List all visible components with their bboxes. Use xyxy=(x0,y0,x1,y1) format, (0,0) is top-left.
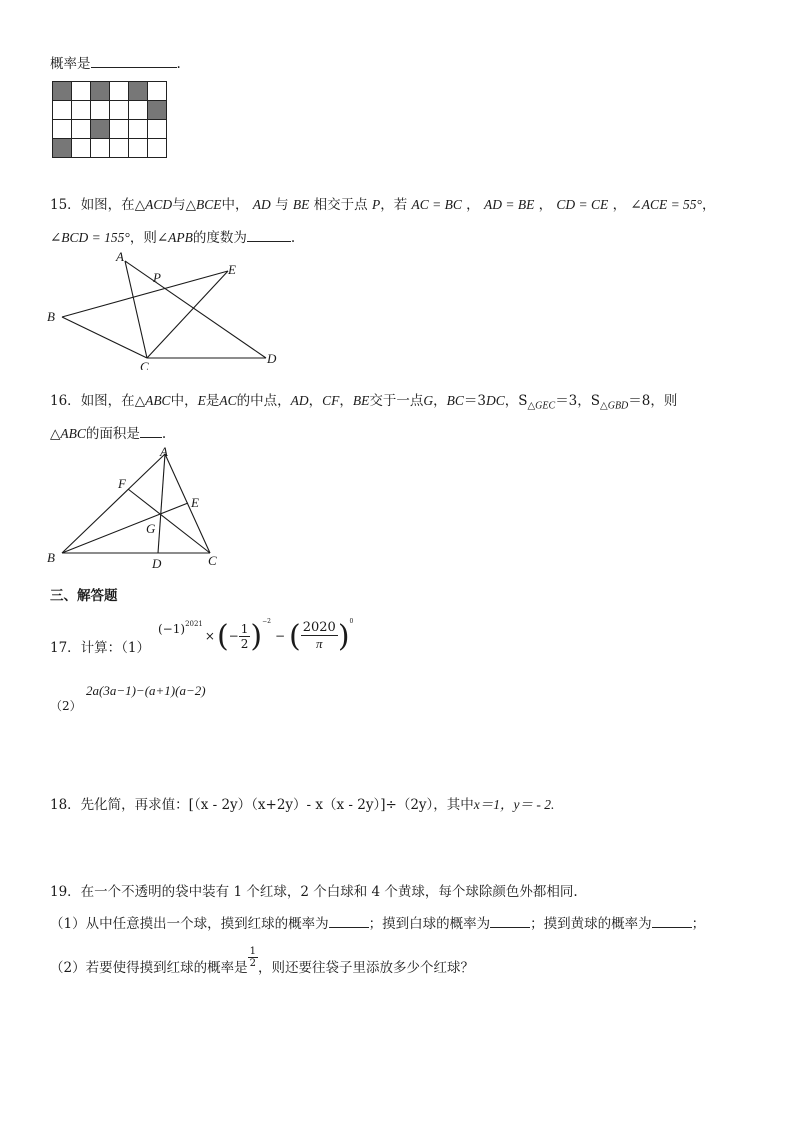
q15-text: 中， xyxy=(221,197,249,213)
minus-sign: − xyxy=(274,629,286,643)
label-a: A xyxy=(160,444,168,459)
grid-row xyxy=(53,139,167,158)
q16-math: △ABC xyxy=(134,393,171,408)
answer-blank xyxy=(652,915,692,928)
q16-text: 交于一点 xyxy=(369,393,424,409)
seg-ac xyxy=(125,261,147,358)
q16-math: DC xyxy=(485,393,505,408)
grid-cell xyxy=(110,82,129,101)
q19-line1: 19．在一个不透明的袋中装有 1 个红球，2 个白球和 4 个黄球，每个球除颜色外都相同. xyxy=(50,884,578,900)
q16-math: G xyxy=(423,393,434,408)
grid-cell xyxy=(72,101,91,120)
fraction-half xyxy=(239,622,251,651)
q16-math: E xyxy=(197,393,206,408)
q16-math: AC xyxy=(219,393,237,408)
grid-cell xyxy=(129,101,148,120)
expr-exponent: 0 xyxy=(349,618,354,625)
grid-cell xyxy=(110,120,129,139)
q15-number: 15． xyxy=(50,197,81,213)
seg-bc xyxy=(62,317,147,358)
frac-num: 1 xyxy=(249,946,256,957)
q15-text: 与 xyxy=(275,197,289,213)
label-e: E xyxy=(228,262,236,277)
section-heading: 三、解答题 xyxy=(50,588,118,604)
q15-math: AC = BC xyxy=(411,197,462,212)
q16-text: ＝3， xyxy=(555,393,591,409)
q16-text: 的中点， xyxy=(236,393,291,409)
q17-part2-label: （2） xyxy=(50,699,82,713)
q15-text: 如图，在 xyxy=(80,197,135,213)
period: . xyxy=(176,56,181,72)
q17-label: 17．计算：（1） xyxy=(50,640,151,656)
q15-math: P xyxy=(371,197,381,212)
q15-figure xyxy=(40,245,300,370)
label-e: E xyxy=(191,495,199,510)
grid-cell-shaded xyxy=(53,82,72,101)
grid-cell xyxy=(148,139,167,158)
q19-text: （2）若要使得摸到红球的概率是 xyxy=(50,960,248,976)
q15-math: BE xyxy=(292,197,310,212)
q15-text: ， xyxy=(612,197,627,213)
q18-text: 18．先化简，再求值：[（x - 2y）（x+2y）- x（x - 2y）]÷（2y），其中 xyxy=(50,797,474,813)
grid-cell xyxy=(148,120,167,139)
paren-close: ) xyxy=(337,618,350,654)
q16-text: 是 xyxy=(205,393,220,409)
label-b: B xyxy=(47,309,55,324)
q15-text: 的度数为 xyxy=(192,230,247,246)
grid-cell xyxy=(72,82,91,101)
q16-subscript: △GEC xyxy=(527,400,556,412)
q15-math: △ACD xyxy=(134,197,173,212)
grid-cell xyxy=(72,139,91,158)
label-a: A xyxy=(116,249,124,264)
q16-text: ， xyxy=(504,393,519,409)
q18-line xyxy=(50,793,554,813)
grid-cell xyxy=(72,120,91,139)
answer-blank xyxy=(490,915,530,928)
q14-tail xyxy=(50,52,181,72)
frac-num: 2020 xyxy=(302,620,336,635)
grid-row xyxy=(53,82,167,101)
q15-line2 xyxy=(50,226,295,246)
label-p: P xyxy=(153,270,161,285)
grid-cell xyxy=(91,101,110,120)
label-f: F xyxy=(118,476,126,491)
grid-cell xyxy=(129,120,148,139)
q19-line3 xyxy=(50,946,474,976)
q19-text: ； xyxy=(691,916,706,932)
q16-text: ＝3 xyxy=(463,393,486,409)
q15-line1 xyxy=(50,193,715,213)
frac-num: 1 xyxy=(240,621,249,636)
grid-cell-shaded xyxy=(129,82,148,101)
q15-text: 与 xyxy=(172,197,186,213)
grid-cell-shaded xyxy=(148,101,167,120)
fraction-half xyxy=(248,946,258,969)
label-c: C xyxy=(140,359,149,370)
times-sign: × xyxy=(204,629,215,643)
q16-math: S xyxy=(518,393,528,409)
q16-text: ， xyxy=(433,393,447,409)
expr-exponent: −2 xyxy=(262,618,271,625)
q15-text: ，则 xyxy=(129,230,157,246)
grid-row xyxy=(53,101,167,120)
grid-cell xyxy=(110,139,129,158)
grid-cell xyxy=(91,139,110,158)
label-b: B xyxy=(47,550,55,565)
seg-be xyxy=(62,503,188,553)
period: . xyxy=(290,230,296,246)
grid-row xyxy=(53,120,167,139)
label-g: G xyxy=(146,521,156,536)
q16-subscript: △GBD xyxy=(600,400,629,412)
q16-text: 中， xyxy=(170,393,198,409)
frac-den: π xyxy=(316,636,323,651)
expr-base: (−1) xyxy=(158,622,186,636)
q17-expr1 xyxy=(158,616,353,656)
q15-math: △BCE xyxy=(185,197,222,212)
q18-y-value: y＝ - 2. xyxy=(513,797,555,812)
q19-line2 xyxy=(50,912,705,932)
seg-ab xyxy=(62,454,165,553)
q15-math: CD = CE xyxy=(556,197,609,212)
period: . xyxy=(161,426,167,442)
q15-math: ∠BCD = 155° xyxy=(50,230,130,245)
paren-open: ( xyxy=(216,618,229,654)
answer-blank xyxy=(247,229,291,242)
q19-text: ；摸到白球的概率为 xyxy=(368,916,491,932)
answer-blank xyxy=(329,915,369,928)
q15-text: ， xyxy=(466,197,480,213)
expr-exponent: 2021 xyxy=(185,620,203,628)
label-d: D xyxy=(267,351,277,366)
q16-figure xyxy=(40,440,240,572)
q16-math: AD xyxy=(290,393,309,408)
grid-cell xyxy=(129,139,148,158)
q16-text: 的面积是 xyxy=(85,426,140,442)
grid-cell xyxy=(53,120,72,139)
q16-line2 xyxy=(50,422,166,442)
q16-text: ， xyxy=(339,393,353,409)
label-c: C xyxy=(208,553,217,568)
q15-math: AD = BE xyxy=(483,197,535,212)
q16-text: ＝8，则 xyxy=(628,393,678,409)
paren-close: ) xyxy=(250,618,263,654)
seg-ad xyxy=(125,261,266,358)
neg-sign: − xyxy=(228,629,239,643)
q19-text: （1）从中任意摸出一个球，摸到红球的概率为 xyxy=(50,916,329,932)
label-d: D xyxy=(152,556,162,571)
q16-line1 xyxy=(50,389,677,412)
q16-math: BE xyxy=(352,393,370,408)
q16-number: 16． xyxy=(50,393,81,409)
q14-tail-text: 概率是 xyxy=(50,56,91,72)
grid-cell-shaded xyxy=(91,120,110,139)
q18-x-value: x＝1， xyxy=(473,797,514,812)
seg-be xyxy=(62,271,228,317)
q16-math: CF xyxy=(322,393,340,408)
q16-math: BC xyxy=(446,393,464,408)
grid-cell xyxy=(148,82,167,101)
q16-math: △ABC xyxy=(50,426,86,441)
q15-text: ， xyxy=(701,197,716,213)
grid-cell xyxy=(53,101,72,120)
frac-den: 2 xyxy=(240,636,249,651)
q15-math: ∠APB xyxy=(156,230,193,245)
q16-math: S xyxy=(590,393,601,409)
probability-grid xyxy=(52,81,167,158)
frac-den: 2 xyxy=(249,958,256,969)
q16-text: ， xyxy=(308,393,323,409)
answer-blank xyxy=(91,55,177,68)
fraction-2020-pi xyxy=(301,620,338,652)
q15-text: ， xyxy=(538,197,553,213)
q19-text: ；摸到黄球的概率为 xyxy=(530,916,652,932)
seg-ad xyxy=(158,454,165,553)
grid-cell-shaded xyxy=(53,139,72,158)
answer-blank xyxy=(140,425,162,438)
q19-text: ，则还要往袋子里添放多少个红球？ xyxy=(257,960,474,976)
grid-cell xyxy=(110,101,129,120)
q15-text: ，若 xyxy=(380,197,408,213)
q15-text: 相交于点 xyxy=(313,197,368,213)
q15-math: ∠ACE = 55° xyxy=(630,197,702,212)
q16-text: 如图，在 xyxy=(80,393,135,409)
q17-expr2: 2a(3a−1)−(a+1)(a−2) xyxy=(86,683,206,698)
paren-open: ( xyxy=(289,618,301,654)
grid-cell-shaded xyxy=(91,82,110,101)
q15-math: AD xyxy=(252,197,271,212)
